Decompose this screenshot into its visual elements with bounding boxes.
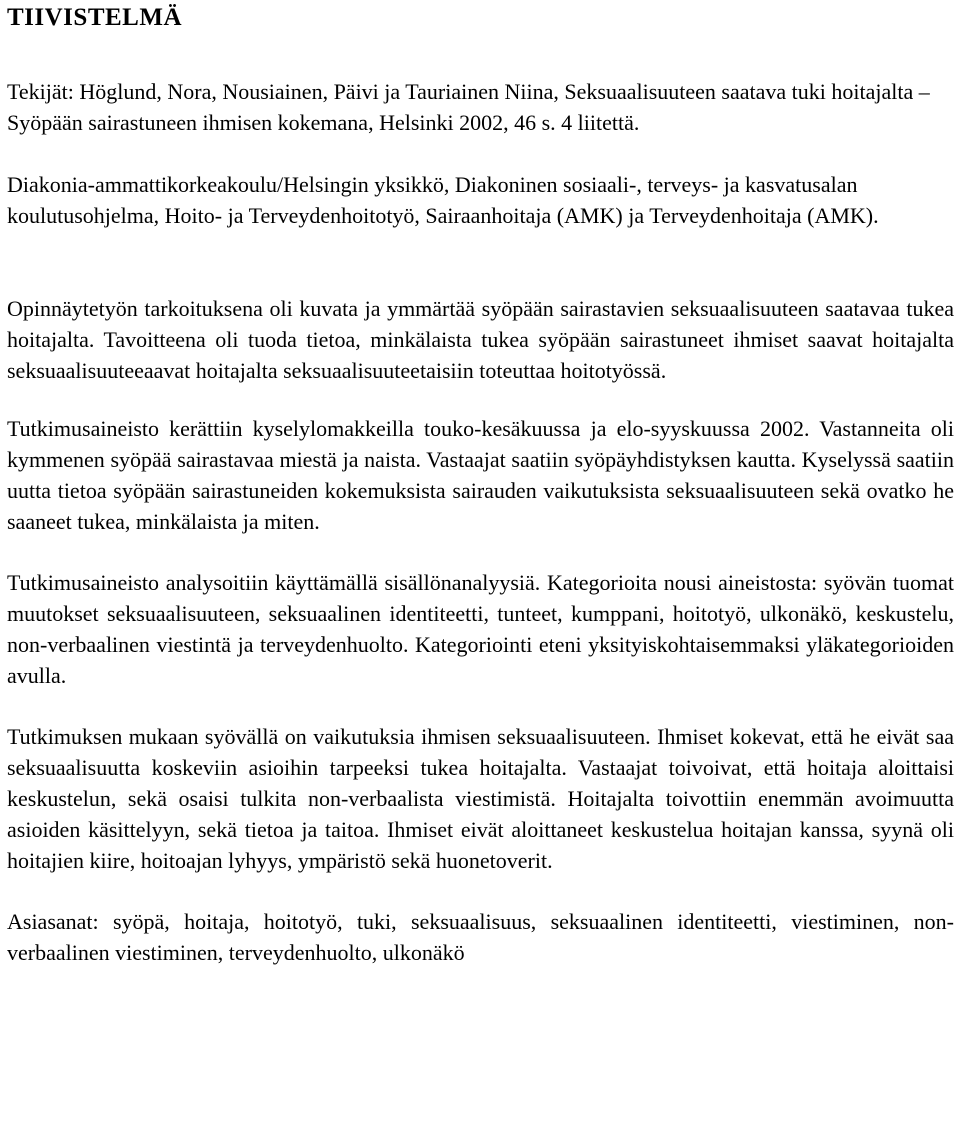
material-paragraph: Tutkimusaineisto kerättiin kyselylomakkeilla touko-kesäkuussa ja elo-syyskuussa 2002. Vastanneita oli kymmenen syöpää sairastavaa miestä ja naista. Vastaajat saatiin syöpäyhdistyksen kautta. Kyselyssä saatiin uutta tietoa syöpään sairastuneiden kokemuksista sairauden vaikutuksista seksuaalisuuteen sekä ovatko he saaneet tukea, minkälaista ja miten.: [7, 416, 954, 534]
results-paragraph: Tutkimuksen mukaan syövällä on vaikutuksia ihmisen seksuaalisuuteen. Ihmiset kokevat, että he eivät saa seksuaalisuutta koskeviin asioihin tarpeeksi tukea hoitajalta. Vastaajat toivoivat, että hoitaja aloittaisi keskustelun, sekä osaisi tulkita non-verbaalista viestimistä. Hoitajalta toivottiin enemmän avoimuutta asioiden käsittelyyn, sekä tietoa ja taitoa. Ihmiset eivät aloittaneet keskustelua hoitajan kanssa, syynä oli hoitajien kiire, hoitoajan lyhyys, ympäristö sekä huonetoverit.: [7, 724, 954, 873]
page-title: TIIVISTELMÄ: [7, 4, 182, 31]
authors-paragraph: Tekijät: Höglund, Nora, Nousiainen, Päivi ja Tauriainen Niina, Seksuaalisuuteen saatava tuki hoitajalta – Syöpään sairastuneen ihmisen kokemana, Helsinki 2002, 46 s. 4 liitettä.: [7, 79, 930, 135]
document-page: [7, 0, 954, 968]
purpose-paragraph: Opinnäytetyön tarkoituksena oli kuvata ja ymmärtää syöpään sairastavien seksuaalisuuteen saatavaa tukea hoitajalta. Tavoitteena oli tuoda tietoa, minkälaista tukea syöpään sairastuneet ihmiset saavat hoitajalta seksuaalisuuteeaavat hoitajalta seksuaalisuuteetaisiin toteuttaa hoitotyössä.: [7, 296, 954, 383]
analysis-paragraph: Tutkimusaineisto analysoitiin käyttämällä sisällönanalyysiä. Kategorioita nousi aineistosta: syövän tuomat muutokset seksuaalisuuteen, seksuaalinen identiteetti, tunteet, kumppani, hoitotyö, ulkonäkö, keskustelu, non-verbaalinen viestintä ja terveydenhuolto. Kategoriointi eteni yksityiskohtaisemmaksi yläkategorioiden avulla.: [7, 570, 954, 688]
institution-paragraph: Diakonia-ammattikorkeakoulu/Helsingin yksikkö, Diakoninen sosiaali-, terveys- ja kasvatusalan koulutusohjelma, Hoito- ja Terveydenhoitotyö, Sairaanhoitaja (AMK) ja Terveydenhoitaja (AMK).: [7, 172, 879, 228]
keywords-paragraph: Asiasanat: syöpä, hoitaja, hoitotyö, tuki, seksuaalisuus, seksuaalinen identiteetti, viestiminen, non-verbaalinen viestiminen, terveydenhuolto, ulkonäkö: [7, 909, 954, 965]
